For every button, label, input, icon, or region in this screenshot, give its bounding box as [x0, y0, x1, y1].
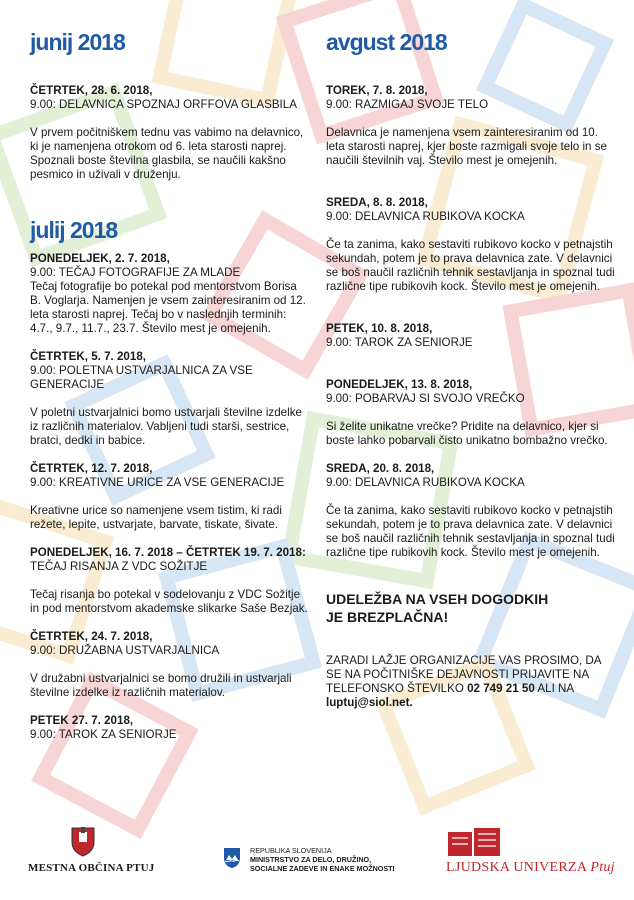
event-july-16 [30, 546, 310, 616]
event-august-20 [326, 462, 616, 560]
right-column [326, 28, 616, 710]
footer-ljudska-univerza [446, 826, 616, 876]
event-july-27 [30, 714, 310, 742]
july-heading: julij 2018 [30, 217, 118, 243]
ministry-line-3: SOCIALNE ZADEVE IN ENAKE MOŽNOSTI [250, 864, 395, 873]
slovenia-emblem-icon [222, 846, 242, 870]
event-june-28 [30, 84, 310, 182]
lu-main: LJUDSKA UNIVERZA [446, 860, 587, 875]
lu-city: Ptuj [590, 860, 615, 875]
free-line-1: UDELEŽBA NA VSEH DOGODKIH [326, 591, 549, 607]
event-july-12 [30, 462, 310, 532]
event-date: SREDA, 8. 8. 2018, [326, 196, 428, 209]
event-date: SREDA, 20. 8. 2018, [326, 462, 435, 475]
event-august-8 [326, 196, 616, 294]
event-date: ČETRTEK, 28. 6. 2018, [30, 84, 153, 97]
event-date: PONEDELJEK, 16. 7. 2018 – ČETRTEK 19. 7. 2018: [30, 546, 306, 559]
august-heading: avgust 2018 [326, 29, 447, 55]
event-description: Tečaj risanja bo potekal v sodelovanju z VDC Sožitje in pod mentorstvom akademske slikarke Saše Bezjak. [30, 588, 308, 615]
ljudska-univerza-logo-icon [446, 826, 502, 856]
event-date: PONEDELJEK, 13. 8. 2018, [326, 378, 473, 391]
event-date: ČETRTEK, 24. 7. 2018, [30, 630, 153, 643]
ljudska-univerza-name [446, 860, 616, 876]
event-title: TEČAJ RISANJA Z VDC SOŽITJE [30, 560, 208, 573]
event-july-2 [30, 252, 310, 336]
free-line-2: JE BREZPLAČNA! [326, 609, 449, 625]
note-text: ZARADI LAŽJE ORGANIZACIJE VAS PROSIMO, DA SE NA POČITNIŠKE DEJAVNOSTI PRIJAVITE NA TELEFONSKO ŠTEVILKO [326, 654, 601, 695]
event-title: 9.00: DRUŽABNA USTVARJALNICA [30, 644, 220, 657]
left-column [30, 28, 310, 742]
registration-note [326, 654, 616, 710]
event-july-24 [30, 630, 310, 700]
event-date: PETEK 27. 7. 2018, [30, 714, 134, 727]
event-date: PONEDELJEK, 2. 7. 2018, [30, 252, 170, 265]
event-title: 9.00: TEČAJ FOTOGRAFIJE ZA MLADE [30, 266, 241, 279]
footer-ministry [222, 846, 412, 873]
event-title: 9.00: TAROK ZA SENIORJE [30, 728, 177, 741]
event-august-7 [326, 84, 616, 168]
phone-number[interactable]: 02 749 21 50 [467, 682, 535, 695]
event-date: TOREK, 7. 8. 2018, [326, 84, 428, 97]
event-title: 9.00: POLETNA USTVARJALNICA ZA VSE GENERACIJE [30, 364, 253, 391]
event-date: PETEK, 10. 8. 2018, [326, 322, 433, 335]
event-july-5 [30, 350, 310, 448]
footer-municipality [28, 824, 168, 874]
event-date-title [30, 546, 310, 574]
event-description: Če ta zanima, kako sestaviti rubikovo kocko v petnajstih sekundah, potem je to prava delavnica zate. V delavnici se boš naučil različnih tehnik sestavljanja in spoznal tudi različne tipe rubikovih kock. Število mest je omejenih. [326, 238, 615, 293]
event-description: V družabni ustvarjalnici se bomo družili in ustvarjali številne izdelke iz različnih materialov. [30, 672, 292, 699]
event-title: 9.00: KREATIVNE URICE ZA VSE GENERACIJE [30, 476, 285, 489]
event-title: 9.00: DELAVNICA SPOZNAJ ORFFOVA GLASBILA [30, 98, 297, 111]
event-date: ČETRTEK, 5. 7. 2018, [30, 350, 146, 363]
free-participation-notice [326, 590, 616, 626]
ministry-line-1: REPUBLIKA SLOVENIJA [250, 846, 332, 855]
event-description: V prvem počitniškem tednu vas vabimo na delavnico, ki je namenjena otrokom od 6. leta starosti naprej. Spoznali boste številna glasbila, se naučili kakšno pesmico in uživali v druženju. [30, 126, 304, 181]
event-august-10 [326, 322, 616, 350]
event-description: Delavnica je namenjena vsem zainteresiranim od 10. leta starosti naprej, kjer boste razmigali svoje telo in se naučili številnih vaj. Število mest je omejenih. [326, 126, 607, 167]
email-link[interactable]: luptuj@siol.net. [326, 696, 413, 709]
event-title: 9.00: TAROK ZA SENIORJE [326, 336, 473, 349]
event-title: 9.00: DELAVNICA RUBIKOVA KOCKA [326, 476, 525, 489]
event-description: Če ta zanima, kako sestaviti rubikovo kocko v petnajstih sekundah, potem je to prava delavnica zate. V delavnici se boš naučil različnih tehnik sestavljanja in spoznal tudi različne tipe rubikovih kock. Število mest je omejenih. [326, 504, 615, 559]
event-date: ČETRTEK, 12. 7. 2018, [30, 462, 153, 475]
event-title: 9.00: POBARVAJ SI SVOJO VREČKO [326, 392, 525, 405]
coat-of-arms-icon [70, 824, 96, 858]
event-description: V poletni ustvarjalnici bomo ustvarjali številne izdelke iz različnih materialov. Vabljeni tudi starši, sestrice, bratci, dedki in babice. [30, 406, 302, 447]
event-title: 9.00: DELAVNICA RUBIKOVA KOCKA [326, 210, 525, 223]
event-title: 9.00: RAZMIGAJ SVOJE TELO [326, 98, 489, 111]
event-description: Kreativne urice so namenjene vsem tistim, ki radi režete, lepite, ustvarjate, barvate, tiskate, šivate. [30, 504, 282, 531]
municipality-name: MESTNA OBČINA PTUJ [28, 862, 155, 874]
event-august-13 [326, 378, 616, 448]
event-description: Si želite unikatne vrečke? Pridite na delavnico, kjer si boste lahko pobarvali čisto unikatno bombažno vrečko. [326, 420, 608, 447]
note-or: ALI NA [537, 682, 575, 695]
ministry-line-2: MINISTRSTVO ZA DELO, DRUŽINO, [250, 855, 372, 864]
june-heading: junij 2018 [30, 29, 125, 55]
event-description: Tečaj fotografije bo potekal pod mentorstvom Borisa B. Voglarja. Namenjen je vsem zainteresiranim od 12. leta starosti naprej. Tečaj bo v naslednjih terminih: 4.7., 9.7., 11.7., 23.7. Število mest je omejenih. [30, 280, 306, 335]
